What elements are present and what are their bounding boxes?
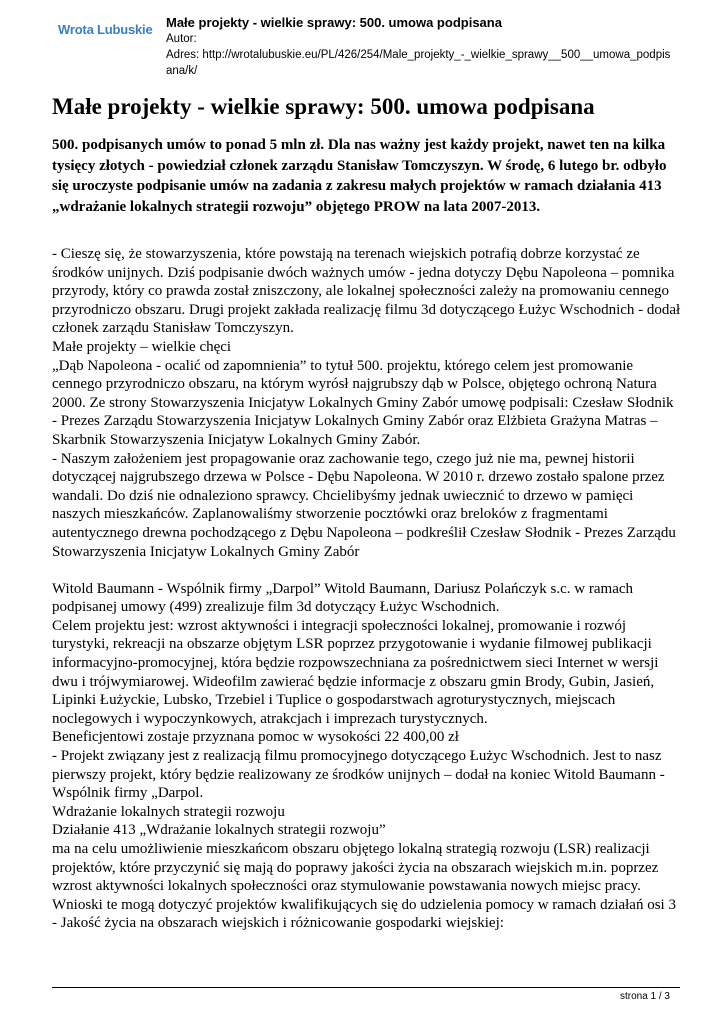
paragraph-spacer [52,561,682,580]
paragraph: ma na celu umożliwienie mieszkańcom obszaru objętego lokalną strategią rozwoju (LSR) realizacji projektów, które przyczynić się mają do poprawy jakości życia na obszarach wiejskich m.in. poprzez wzrost aktywności lokalnych społeczności oraz stymulowanie powstawania nowych miejsc pracy. [52,841,659,895]
paragraph: Witold Baumann - Wspólnik firmy „Darpol” Witold Baumann, Dariusz Polańczyk s.c. w ramach podpisanej umowy (499) zrealizuje film 3d dotyczący Łużyc Wschodnich. [52,580,634,616]
meta-title: Małe projekty - wielkie sprawy: 500. umowa podpisana [166,15,502,30]
article-lead: 500. podpisanych umów to ponad 5 mln zł. Dla nas ważny jest każdy projekt, nawet ten na kilka tysięcy złotych - powiedział członek zarządu Stanisław Tomczyszyn. W środę, 6 lutego br. odbyło się uroczyste podpisanie umów na zadania z zakresu małych projektów w ramach działania 413 „wdrażanie lokalnych strategii rozwoju” objętego PROW na lata 2007-2013. [52,137,667,215]
paragraph: Celem projektu jest: wzrost aktywności i integracji społeczności lokalnej, promowanie i rozwój turystyki, rekreacji na obszarze objętym LSR poprzez przygotowanie i wydanie filmowej publikacji informacyjno-promocyjnej, która będzie rozpowszechniana za pośrednictwem sieci Internet w wersji dwu i trójwymiarowej. Wideofilm zawierać będzie informacje z obszaru gmin Brody, Gubin, Jasień, Lipinki Łużyckie, Lubsko, Trzebiel i Tuplice o gospodarstwach agroturystycznych, miejscach noclegowych i wypoczynkowych, atrakcjach i imprezach turystycznych. [52,617,659,727]
paragraph: Beneficjentowi zostaje przyznana pomoc w wysokości 22 400,00 zł [52,729,459,746]
page-header [0,0,725,80]
footer-divider [52,987,680,988]
paragraph: „Dąb Napoleona - ocalić od zapomnienia” to tytuł 500. projektu, którego celem jest promowanie cennego przyrodniczo obszaru, na którym wyrósł najgrubszy dąb w Polsce, objętego ochroną Natura 2000. Ze strony Stowarzyszenia Inicjatyw Lokalnych Gminy Zabór umowę podpisali: Czesław Słodnik - Prezes Zarządu Stowarzyszenia Inicjatyw Lokalnych Gminy Zabór oraz Elżbieta Grażyna Matras – Skarbnik Stowarzyszenia Inicjatyw Lokalnych Gminy Zabór. [52,357,674,448]
page-number: strona 1 / 3 [619,991,670,1002]
article-body [52,245,682,933]
document-meta [166,14,676,79]
paragraph: - Naszym założeniem jest propagowanie oraz zachowanie tego, czego już nie ma, pewnej historii dotyczącej najgrubszego drzewa w Polsce - Dębu Napoleona. W 2010 r. drzewo zostało spalone przez wandali. Do dziś nie odnaleziono sprawcy. Chcielibyśmy jednak uwiecznić to drzewo w pamięci naszych mieszkańców. Zaplanowaliśmy stworzenie pocztówki oraz breloków z fragmentami autentycznego drewna pochodzącego z Dębu Napoleona – podkreślił Czesław Słodnik - Prezes Zarządu Stowarzyszenia Inicjatyw Lokalnych Gminy Zabór [52,450,676,560]
article-title: Małe projekty - wielkie sprawy: 500. umowa podpisana [52,94,595,119]
paragraph: - Cieszę się, że stowarzyszenia, które powstają na terenach wiejskich potrafią dobrze korzystać ze środków unijnych. Dziś podpisanie dwóch ważnych umów - jedna dotyczy Dębu Napoleona – pomnika przyrody, który co prawda został zniszczony, ale lokalnej społeczności zależy na promowaniu cennego przyrodniczo obszaru. Drugi projekt zakłada realizację filmu 3d dotyczącego Łużyc Wschodnich - dodał członek zarządu Stanisław Tomczyszyn. [52,246,681,337]
subheading: Wdrażanie lokalnych strategii rozwoju [52,803,285,820]
paragraph: Wnioski te mogą dotyczyć projektów kwalifikujących się do udzielenia pomocy w ramach działań osi 3 - Jakość życia na obszarach wiejskich i różnicowanie gospodarki wiejskiej: [52,896,676,932]
meta-author: Autor: [166,33,197,45]
subheading: Małe projekty – wielkie chęci [52,338,232,355]
site-logo: Wrota Lubuskie [58,22,153,37]
paragraph: - Projekt związany jest z realizacją filmu promocyjnego dotyczącego Łużyc Wschodnich. Jest to nasz pierwszy projekt, który będzie realizowany ze środków unijnych – dodał na koniec Witold Baumann - Wspólnik firmy „Darpol. [52,748,665,802]
meta-address: Adres: http://wrotalubuskie.eu/PL/426/254/Male_projekty_-_wielkie_sprawy__500__umowa_podpisana/k/ [166,49,671,77]
paragraph: Działanie 413 „Wdrażanie lokalnych strategii rozwoju” [52,822,386,839]
